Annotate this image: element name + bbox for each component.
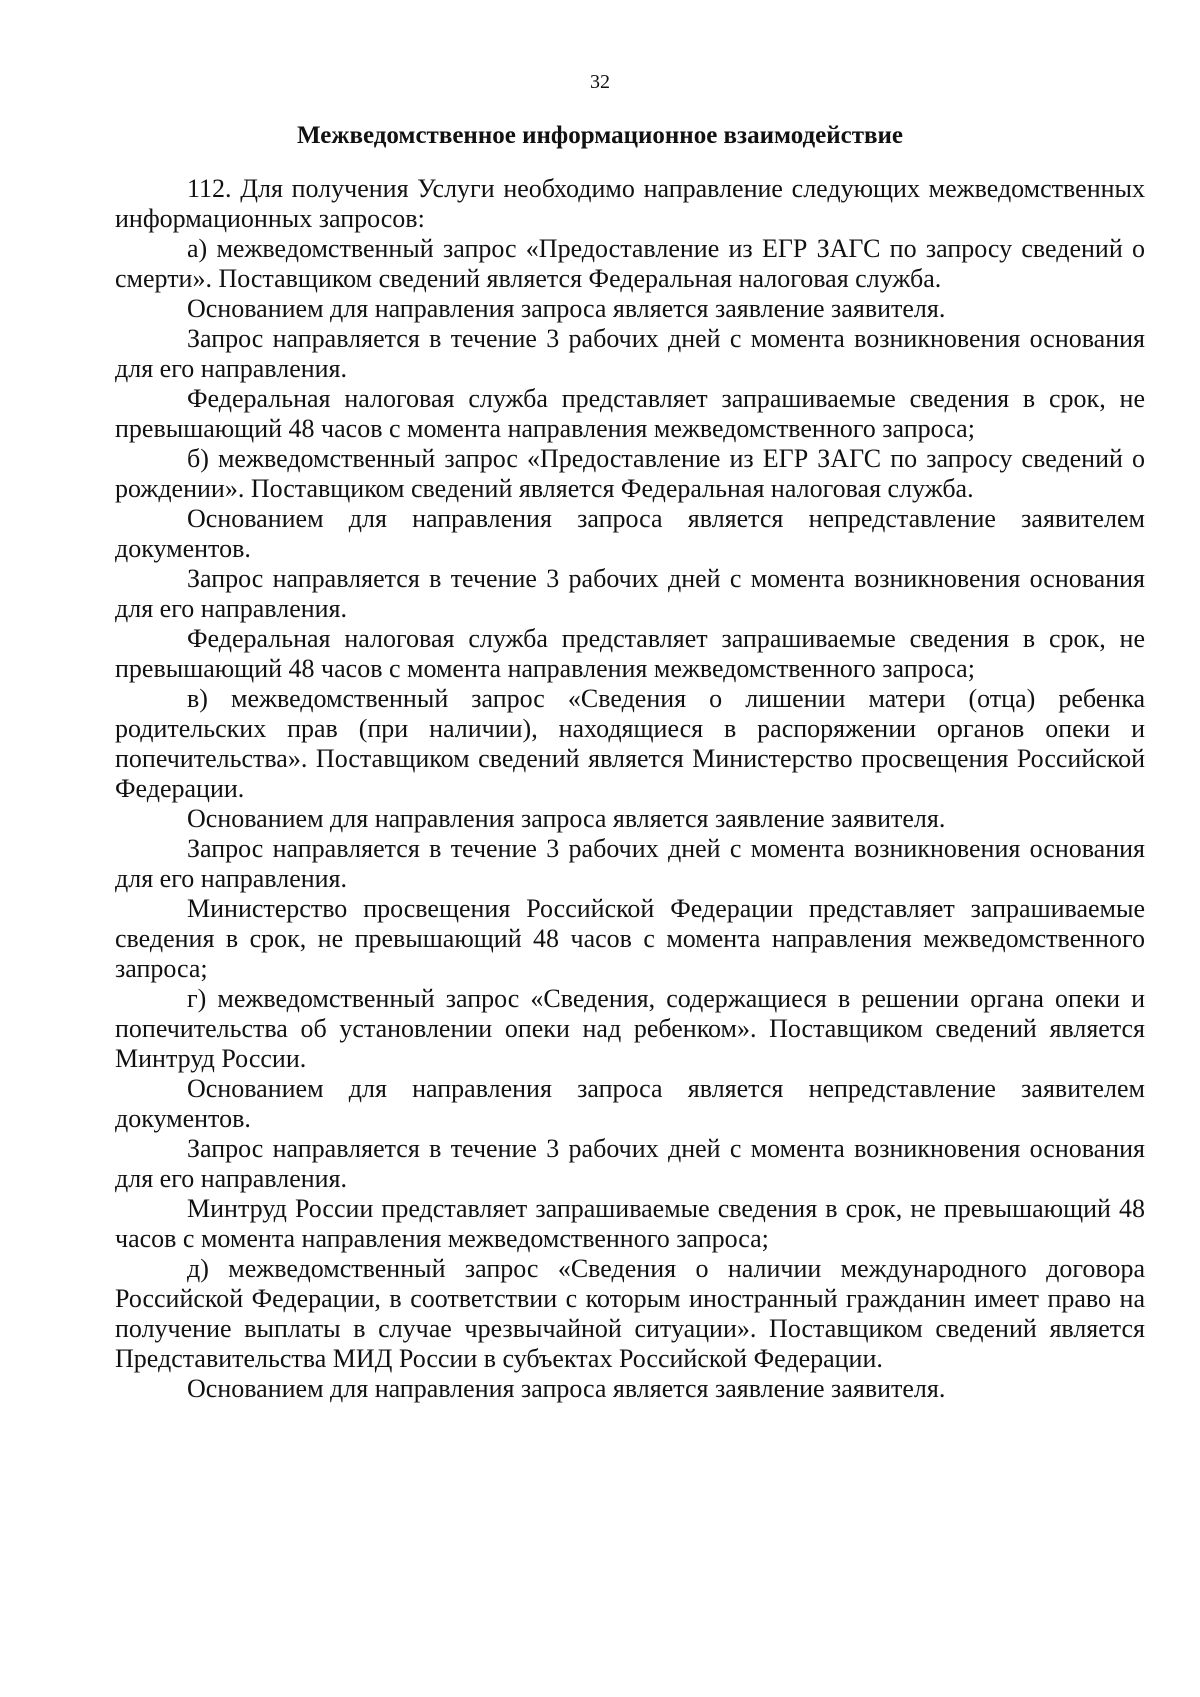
paragraph: 112. Для получения Услуги необходимо направление следующих межведомственных информационных запросов:	[115, 174, 1145, 233]
paragraph: Минтруд России представляет запрашиваемые сведения в срок, не превышающий 48 часов с момента направления межведомственного запроса;	[115, 1194, 1145, 1253]
page-number: 32	[590, 71, 610, 93]
paragraph: Основанием для направления запроса является непредставление заявителем документов.	[115, 1074, 1145, 1133]
paragraph: Основанием для направления запроса является заявление заявителя.	[187, 804, 946, 833]
paragraph: Министерство просвещения Российской Федерации представляет запрашиваемые сведения в срок, не превышающий 48 часов с момента направления межведомственного запроса;	[115, 894, 1145, 983]
paragraph: Запрос направляется в течение 3 рабочих дней с момента возникновения основания для его направления.	[115, 324, 1145, 383]
section-heading: Межведомственное информационное взаимодействие	[297, 122, 903, 149]
paragraph: Основанием для направления запроса является заявление заявителя.	[187, 1374, 946, 1403]
paragraph: Запрос направляется в течение 3 рабочих дней с момента возникновения основания для его направления.	[115, 834, 1145, 893]
paragraph: Федеральная налоговая служба представляет запрашиваемые сведения в срок, не превышающий 48 часов с момента направления межведомственного запроса;	[115, 384, 1145, 443]
paragraph: в) межведомственный запрос «Сведения о лишении матери (отца) ребенка родительских прав (при наличии), находящиеся в распоряжении органов опеки и попечительства». Поставщиком сведений является Министерство просвещения Российской Федерации.	[115, 684, 1145, 803]
paragraph: Запрос направляется в течение 3 рабочих дней с момента возникновения основания для его направления.	[115, 1134, 1145, 1193]
paragraph: д) межведомственный запрос «Сведения о наличии международного договора Российской Федерации, в соответствии с которым иностранный гражданин имеет право на получение выплаты в случае чрезвычайной ситуации». Поставщиком сведений является Представительства МИД России в субъектах Российской Федерации.	[115, 1254, 1145, 1373]
paragraph: б) межведомственный запрос «Предоставление из ЕГР ЗАГС по запросу сведений о рождении». Поставщиком сведений является Федеральная налоговая служба.	[115, 444, 1145, 503]
paragraph: Запрос направляется в течение 3 рабочих дней с момента возникновения основания для его направления.	[115, 564, 1145, 623]
paragraph: Основанием для направления запроса является заявление заявителя.	[187, 294, 946, 323]
paragraph: Основанием для направления запроса является непредставление заявителем документов.	[115, 504, 1145, 563]
paragraph: а) межведомственный запрос «Предоставление из ЕГР ЗАГС по запросу сведений о смерти». Поставщиком сведений является Федеральная налоговая служба.	[115, 234, 1145, 293]
paragraph: г) межведомственный запрос «Сведения, содержащиеся в решении органа опеки и попечительства об установлении опеки над ребенком». Поставщиком сведений является Минтруд России.	[115, 984, 1145, 1073]
document-body	[115, 174, 1145, 1404]
paragraph: Федеральная налоговая служба представляет запрашиваемые сведения в срок, не превышающий 48 часов с момента направления межведомственного запроса;	[115, 624, 1145, 683]
